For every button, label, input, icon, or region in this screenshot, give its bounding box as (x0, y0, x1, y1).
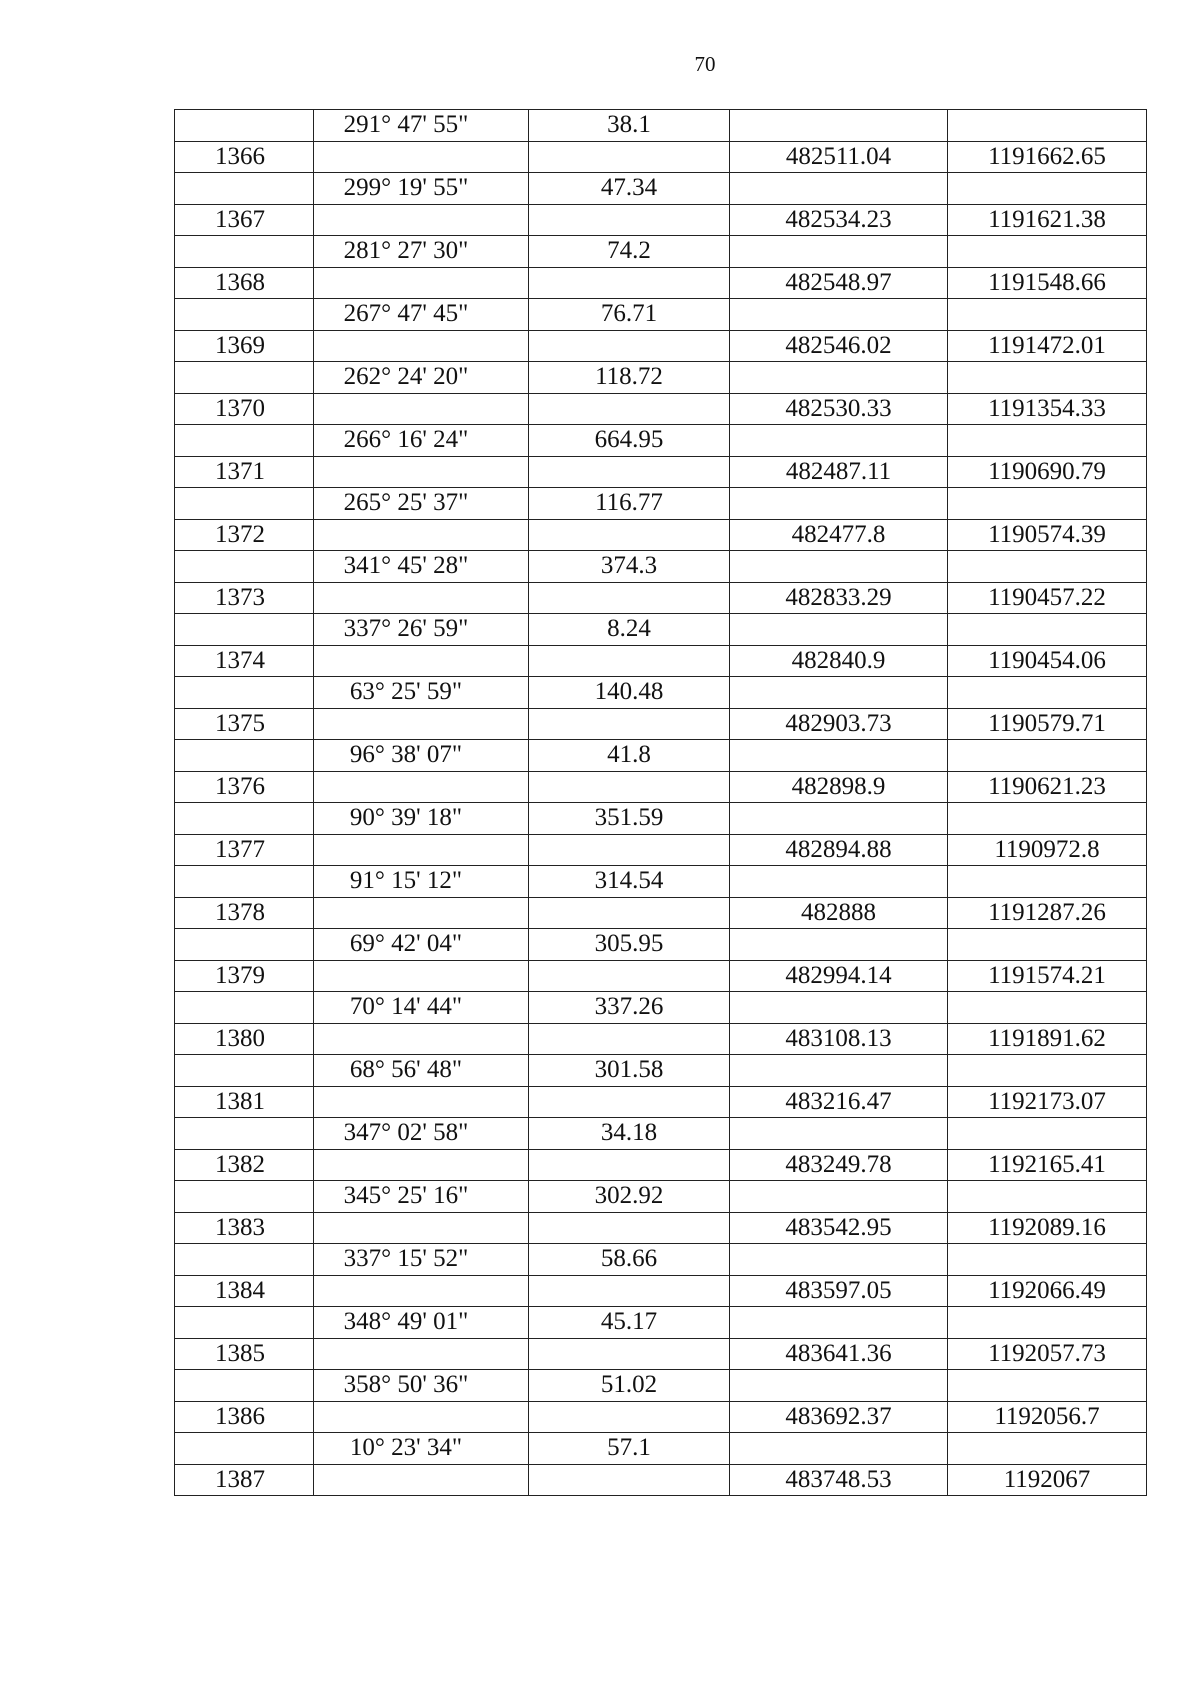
northing-cell: 482511.04 (730, 141, 948, 173)
northing-cell (730, 1244, 948, 1276)
station-cell: 1372 (175, 519, 314, 551)
distance-cell: 664.95 (529, 425, 730, 457)
table-row (175, 1181, 1147, 1213)
station-cell: 1366 (175, 141, 314, 173)
bearing-cell: 281° 27' 30" (314, 236, 529, 268)
easting-cell (948, 677, 1147, 709)
station-cell: 1387 (175, 1464, 314, 1496)
easting-cell (948, 803, 1147, 835)
table-row (175, 1370, 1147, 1402)
northing-cell (730, 1181, 948, 1213)
table-row (175, 1055, 1147, 1087)
station-cell (175, 740, 314, 772)
distance-cell (529, 204, 730, 236)
table-row (175, 614, 1147, 646)
distance-cell: 34.18 (529, 1118, 730, 1150)
table-row (175, 110, 1147, 142)
easting-cell (948, 929, 1147, 961)
station-cell (175, 488, 314, 520)
northing-cell (730, 551, 948, 583)
station-cell: 1379 (175, 960, 314, 992)
distance-cell (529, 1275, 730, 1307)
distance-cell (529, 1086, 730, 1118)
distance-cell: 302.92 (529, 1181, 730, 1213)
table-row (175, 866, 1147, 898)
bearing-cell (314, 393, 529, 425)
table-row (175, 960, 1147, 992)
table-row (175, 1118, 1147, 1150)
table-row (175, 519, 1147, 551)
easting-cell (948, 110, 1147, 142)
table-row (175, 267, 1147, 299)
table-row (175, 330, 1147, 362)
page-number: 70 (694, 52, 716, 76)
bearing-cell: 348° 49' 01" (314, 1307, 529, 1339)
distance-cell (529, 834, 730, 866)
bearing-cell: 69° 42' 04" (314, 929, 529, 961)
easting-cell (948, 362, 1147, 394)
station-cell: 1375 (175, 708, 314, 740)
northing-cell: 482534.23 (730, 204, 948, 236)
station-cell (175, 1181, 314, 1213)
distance-cell (529, 1338, 730, 1370)
distance-cell (529, 519, 730, 551)
easting-cell (948, 173, 1147, 205)
bearing-cell: 265° 25' 37" (314, 488, 529, 520)
northing-cell: 482546.02 (730, 330, 948, 362)
bearing-cell (314, 519, 529, 551)
station-cell (175, 614, 314, 646)
northing-cell: 482903.73 (730, 708, 948, 740)
northing-cell (730, 677, 948, 709)
bearing-cell: 358° 50' 36" (314, 1370, 529, 1402)
station-cell (175, 551, 314, 583)
bearing-cell (314, 960, 529, 992)
traverse-table (174, 109, 1147, 1496)
northing-cell (730, 425, 948, 457)
easting-cell (948, 236, 1147, 268)
distance-cell (529, 582, 730, 614)
station-cell (175, 929, 314, 961)
distance-cell: 74.2 (529, 236, 730, 268)
distance-cell: 374.3 (529, 551, 730, 583)
easting-cell (948, 740, 1147, 772)
station-cell (175, 803, 314, 835)
table-row (175, 456, 1147, 488)
northing-cell: 483597.05 (730, 1275, 948, 1307)
easting-cell (948, 425, 1147, 457)
bearing-cell (314, 897, 529, 929)
distance-cell: 47.34 (529, 173, 730, 205)
table-row (175, 1149, 1147, 1181)
easting-cell: 1190454.06 (948, 645, 1147, 677)
northing-cell: 482894.88 (730, 834, 948, 866)
easting-cell (948, 1118, 1147, 1150)
distance-cell (529, 708, 730, 740)
northing-cell (730, 614, 948, 646)
bearing-cell: 267° 47' 45" (314, 299, 529, 331)
northing-cell (730, 740, 948, 772)
station-cell (175, 173, 314, 205)
easting-cell (948, 1433, 1147, 1465)
easting-cell: 1192173.07 (948, 1086, 1147, 1118)
northing-cell (730, 299, 948, 331)
bearing-cell (314, 1401, 529, 1433)
traverse-table-body (175, 110, 1147, 1496)
easting-cell (948, 1181, 1147, 1213)
bearing-cell: 291° 47' 55" (314, 110, 529, 142)
station-cell (175, 1370, 314, 1402)
distance-cell: 351.59 (529, 803, 730, 835)
station-cell (175, 1244, 314, 1276)
northing-cell (730, 1118, 948, 1150)
station-cell: 1373 (175, 582, 314, 614)
table-row (175, 1086, 1147, 1118)
station-cell (175, 1433, 314, 1465)
northing-cell (730, 1433, 948, 1465)
northing-cell (730, 929, 948, 961)
bearing-cell: 91° 15' 12" (314, 866, 529, 898)
distance-cell (529, 645, 730, 677)
bearing-cell: 266° 16' 24" (314, 425, 529, 457)
station-cell (175, 992, 314, 1024)
table-row (175, 1275, 1147, 1307)
bearing-cell (314, 456, 529, 488)
station-cell: 1376 (175, 771, 314, 803)
northing-cell: 482840.9 (730, 645, 948, 677)
distance-cell (529, 1212, 730, 1244)
northing-cell (730, 110, 948, 142)
easting-cell (948, 1055, 1147, 1087)
easting-cell: 1190621.23 (948, 771, 1147, 803)
northing-cell: 482898.9 (730, 771, 948, 803)
northing-cell (730, 1370, 948, 1402)
bearing-cell: 299° 19' 55" (314, 173, 529, 205)
easting-cell: 1192057.73 (948, 1338, 1147, 1370)
table-row (175, 204, 1147, 236)
northing-cell (730, 866, 948, 898)
distance-cell (529, 771, 730, 803)
easting-cell: 1192089.16 (948, 1212, 1147, 1244)
table-row (175, 1023, 1147, 1055)
station-cell (175, 677, 314, 709)
table-row (175, 1401, 1147, 1433)
distance-cell: 337.26 (529, 992, 730, 1024)
distance-cell (529, 897, 730, 929)
bearing-cell: 90° 39' 18" (314, 803, 529, 835)
northing-cell: 483216.47 (730, 1086, 948, 1118)
table-row (175, 992, 1147, 1024)
northing-cell (730, 362, 948, 394)
bearing-cell: 96° 38' 07" (314, 740, 529, 772)
table-row (175, 551, 1147, 583)
distance-cell: 116.77 (529, 488, 730, 520)
bearing-cell: 337° 15' 52" (314, 1244, 529, 1276)
distance-cell (529, 1023, 730, 1055)
bearing-cell: 262° 24' 20" (314, 362, 529, 394)
station-cell: 1367 (175, 204, 314, 236)
easting-cell (948, 614, 1147, 646)
distance-cell: 314.54 (529, 866, 730, 898)
northing-cell (730, 236, 948, 268)
table-row (175, 929, 1147, 961)
station-cell (175, 866, 314, 898)
station-cell: 1386 (175, 1401, 314, 1433)
northing-cell (730, 488, 948, 520)
table-row (175, 141, 1147, 173)
table-row (175, 645, 1147, 677)
distance-cell (529, 330, 730, 362)
easting-cell: 1192067 (948, 1464, 1147, 1496)
distance-cell (529, 141, 730, 173)
bearing-cell (314, 1275, 529, 1307)
table-row (175, 236, 1147, 268)
northing-cell: 482487.11 (730, 456, 948, 488)
table-row (175, 1464, 1147, 1496)
distance-cell (529, 1149, 730, 1181)
table-row (175, 1212, 1147, 1244)
table-row (175, 708, 1147, 740)
table-row (175, 803, 1147, 835)
northing-cell (730, 1307, 948, 1339)
table-row (175, 1433, 1147, 1465)
table-row (175, 582, 1147, 614)
table-row (175, 771, 1147, 803)
station-cell: 1383 (175, 1212, 314, 1244)
distance-cell (529, 267, 730, 299)
easting-cell: 1190457.22 (948, 582, 1147, 614)
bearing-cell (314, 771, 529, 803)
bearing-cell (314, 1149, 529, 1181)
table-row (175, 740, 1147, 772)
station-cell (175, 1055, 314, 1087)
station-cell: 1371 (175, 456, 314, 488)
distance-cell (529, 960, 730, 992)
easting-cell: 1191662.65 (948, 141, 1147, 173)
easting-cell (948, 551, 1147, 583)
table-row (175, 1338, 1147, 1370)
easting-cell: 1192056.7 (948, 1401, 1147, 1433)
table-row (175, 1307, 1147, 1339)
distance-cell: 8.24 (529, 614, 730, 646)
distance-cell: 45.17 (529, 1307, 730, 1339)
northing-cell: 482530.33 (730, 393, 948, 425)
table-row (175, 677, 1147, 709)
distance-cell: 38.1 (529, 110, 730, 142)
distance-cell (529, 456, 730, 488)
distance-cell: 301.58 (529, 1055, 730, 1087)
easting-cell: 1190574.39 (948, 519, 1147, 551)
easting-cell: 1191472.01 (948, 330, 1147, 362)
easting-cell: 1190972.8 (948, 834, 1147, 866)
bearing-cell (314, 1464, 529, 1496)
northing-cell: 482548.97 (730, 267, 948, 299)
bearing-cell (314, 141, 529, 173)
northing-cell: 483748.53 (730, 1464, 948, 1496)
easting-cell (948, 488, 1147, 520)
northing-cell: 483641.36 (730, 1338, 948, 1370)
bearing-cell: 63° 25' 59" (314, 677, 529, 709)
station-cell: 1369 (175, 330, 314, 362)
distance-cell: 305.95 (529, 929, 730, 961)
bearing-cell: 337° 26' 59" (314, 614, 529, 646)
bearing-cell: 341° 45' 28" (314, 551, 529, 583)
bearing-cell (314, 834, 529, 866)
easting-cell (948, 1244, 1147, 1276)
table-row (175, 299, 1147, 331)
easting-cell: 1191891.62 (948, 1023, 1147, 1055)
distance-cell: 140.48 (529, 677, 730, 709)
easting-cell: 1190579.71 (948, 708, 1147, 740)
station-cell: 1384 (175, 1275, 314, 1307)
bearing-cell: 345° 25' 16" (314, 1181, 529, 1213)
distance-cell: 58.66 (529, 1244, 730, 1276)
distance-cell: 118.72 (529, 362, 730, 394)
station-cell: 1378 (175, 897, 314, 929)
bearing-cell (314, 204, 529, 236)
easting-cell (948, 1307, 1147, 1339)
station-cell: 1370 (175, 393, 314, 425)
station-cell (175, 1307, 314, 1339)
station-cell: 1377 (175, 834, 314, 866)
northing-cell (730, 1055, 948, 1087)
table-row (175, 393, 1147, 425)
station-cell (175, 299, 314, 331)
distance-cell (529, 1464, 730, 1496)
easting-cell: 1191548.66 (948, 267, 1147, 299)
bearing-cell (314, 1023, 529, 1055)
northing-cell: 482833.29 (730, 582, 948, 614)
station-cell (175, 110, 314, 142)
bearing-cell (314, 1212, 529, 1244)
station-cell (175, 1118, 314, 1150)
station-cell: 1381 (175, 1086, 314, 1118)
distance-cell (529, 393, 730, 425)
station-cell: 1382 (175, 1149, 314, 1181)
easting-cell: 1191287.26 (948, 897, 1147, 929)
table-row (175, 362, 1147, 394)
distance-cell (529, 1401, 730, 1433)
bearing-cell: 68° 56' 48" (314, 1055, 529, 1087)
distance-cell: 51.02 (529, 1370, 730, 1402)
bearing-cell: 10° 23' 34" (314, 1433, 529, 1465)
northing-cell: 482477.8 (730, 519, 948, 551)
bearing-cell: 347° 02' 58" (314, 1118, 529, 1150)
station-cell: 1368 (175, 267, 314, 299)
easting-cell (948, 299, 1147, 331)
station-cell: 1374 (175, 645, 314, 677)
bearing-cell (314, 645, 529, 677)
northing-cell: 482888 (730, 897, 948, 929)
bearing-cell: 70° 14' 44" (314, 992, 529, 1024)
table-row (175, 897, 1147, 929)
distance-cell: 76.71 (529, 299, 730, 331)
table-row (175, 488, 1147, 520)
distance-cell: 57.1 (529, 1433, 730, 1465)
easting-cell (948, 866, 1147, 898)
easting-cell: 1190690.79 (948, 456, 1147, 488)
northing-cell (730, 803, 948, 835)
northing-cell: 483108.13 (730, 1023, 948, 1055)
northing-cell (730, 173, 948, 205)
easting-cell (948, 1370, 1147, 1402)
station-cell (175, 236, 314, 268)
easting-cell: 1191354.33 (948, 393, 1147, 425)
station-cell (175, 425, 314, 457)
northing-cell: 483692.37 (730, 1401, 948, 1433)
station-cell: 1380 (175, 1023, 314, 1055)
northing-cell: 483249.78 (730, 1149, 948, 1181)
station-cell (175, 362, 314, 394)
table-row (175, 173, 1147, 205)
northing-cell: 483542.95 (730, 1212, 948, 1244)
bearing-cell (314, 330, 529, 362)
table-row (175, 425, 1147, 457)
table-row (175, 1244, 1147, 1276)
bearing-cell (314, 582, 529, 614)
easting-cell (948, 992, 1147, 1024)
station-cell: 1385 (175, 1338, 314, 1370)
distance-cell: 41.8 (529, 740, 730, 772)
northing-cell: 482994.14 (730, 960, 948, 992)
bearing-cell (314, 708, 529, 740)
bearing-cell (314, 1086, 529, 1118)
easting-cell: 1192165.41 (948, 1149, 1147, 1181)
bearing-cell (314, 1338, 529, 1370)
easting-cell: 1191621.38 (948, 204, 1147, 236)
northing-cell (730, 992, 948, 1024)
bearing-cell (314, 267, 529, 299)
easting-cell: 1191574.21 (948, 960, 1147, 992)
easting-cell: 1192066.49 (948, 1275, 1147, 1307)
table-row (175, 834, 1147, 866)
